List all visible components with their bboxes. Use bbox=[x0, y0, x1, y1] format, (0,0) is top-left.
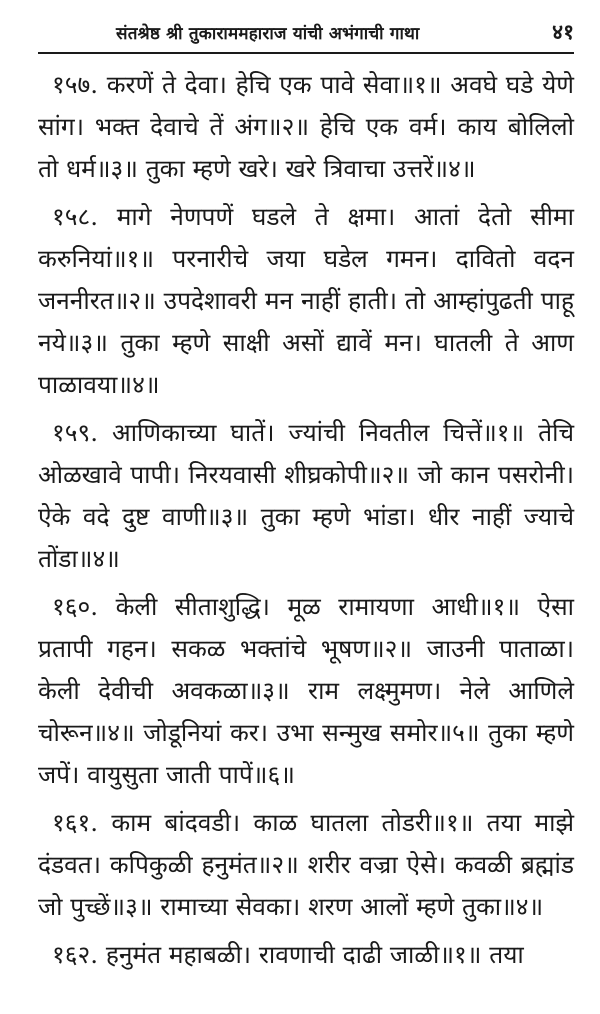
running-title: संतश्रेष्ठ श्री तुकाराममहाराज यांची अभंगाची गाथा bbox=[116, 24, 420, 44]
abhang-stanza bbox=[38, 586, 574, 796]
stanza-number: १५९. bbox=[52, 418, 99, 447]
stanza-number: १६२. bbox=[52, 940, 99, 969]
stanza-text: केली सीताशुद्धि। मूळ रामायणा आधी॥१॥ ऐसा प्रतापी गहन। सकळ भक्तांचे भूषण॥२॥ जाउनी पाताळा। केली देवीची अवकळा॥३॥ राम लक्ष्मुमण। नेले आणिले चोरून॥४॥ जोडूनियां कर। उभा सन्मुख समोर॥५॥ तुका म्हणे जपें। वायुसुता जाती पापें॥६॥ bbox=[38, 592, 574, 789]
abhang-stanza bbox=[38, 412, 574, 580]
stanza-text: करणें ते देवा। हेचि एक पावे सेवा॥१॥ अवघे घडे येणे सांग। भक्त देवाचे तें अंग॥२॥ हेचि एक वर्म। काय बोलिलो तो धर्म॥३॥ तुका म्हणे खरे। खरे त्रिवाचा उत्तरें॥४॥ bbox=[38, 70, 574, 183]
stanza-text: हनुमंत महाबळी। रावणाची दाढी जाळी॥१॥ तया bbox=[105, 940, 524, 969]
page-number: ४१ bbox=[552, 19, 574, 44]
stanza-number: १६०. bbox=[52, 592, 99, 621]
abhang-stanza bbox=[38, 934, 574, 976]
abhang-stanza bbox=[38, 196, 574, 406]
abhang-text bbox=[38, 64, 574, 976]
stanza-number: १५७. bbox=[52, 70, 99, 99]
page-header bbox=[38, 0, 574, 46]
stanza-text: काम बांदवडी। काळ घातला तोडरी॥१॥ तया माझे दंडवत। कपिकुळी हनुमंत॥२॥ शरीर वज्रा ऐसे। कवळी ब्रह्मांड जो पुच्छें॥३॥ रामाच्या सेवका। शरण आलों म्हणे तुका॥४॥ bbox=[38, 808, 574, 921]
stanza-text: मागे नेणपणें घडले ते क्षमा। आतां देतो सीमा करुनियां॥१॥ परनारीचे जया घडेल गमन। दावितो वदन जननीरत॥२॥ उपदेशावरी मन नाहीं हाती। तो आम्हांपुढती पाहू नये॥३॥ तुका म्हणे साक्षी असों द्यावें मन। घातली ते आण पाळावया॥४॥ bbox=[38, 202, 574, 399]
stanza-text: आणिकाच्या घातें। ज्यांची निवतील चित्तें॥१॥ तेचि ओळखावे पापी। निरयवासी शीघ्रकोपी॥२॥ जो कान पसरोनी। ऐके वदे दुष्ट वाणी॥३॥ तुका म्हणे भांडा। धीर नाहीं ज्याचे तोंडा॥४॥ bbox=[38, 418, 575, 573]
abhang-stanza bbox=[38, 802, 574, 928]
abhang-stanza bbox=[38, 64, 574, 190]
header-rule bbox=[38, 52, 574, 54]
stanza-number: १५८. bbox=[52, 202, 99, 231]
stanza-number: १६१. bbox=[52, 808, 99, 837]
